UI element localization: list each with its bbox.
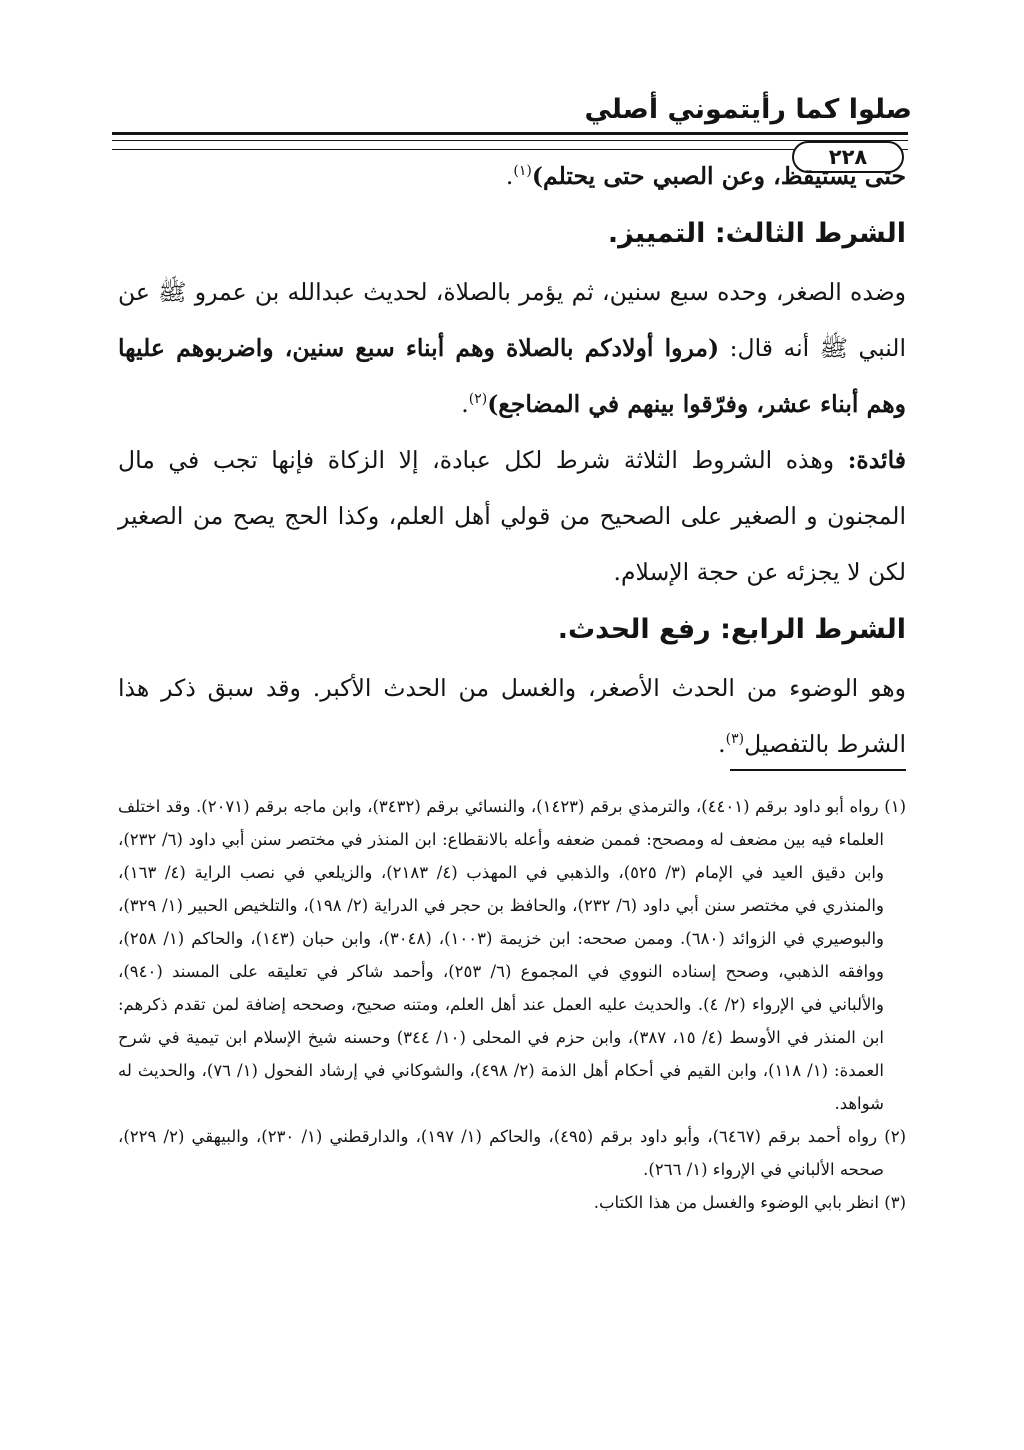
footnote-marker: (٢) bbox=[884, 1127, 906, 1146]
benefit-text: وهذه الشروط الثلاثة شرط لكل عبادة، إلا الزكاة فإنها تجب في مال المجنون و الصغير على الصحيح من قولي أهل العلم، وكذا الحج يصح من الصغير لكن لا يجزئه عن حجة الإسلام. bbox=[118, 446, 906, 586]
paragraph-text: وضده الصغر، وحده سبع سنين، ثم يؤمر بالصلاة، لحديث عبدالله بن عمرو ﷺ عن النبي ﷺ أنه قال: bbox=[118, 278, 906, 362]
footnote-ref: (٣) bbox=[725, 731, 745, 748]
section-heading-tamyeez: الشرط الثالث: التمييز. bbox=[607, 218, 906, 249]
footnote-text: انظر بابي الوضوء والغسل من هذا الكتاب. bbox=[593, 1193, 879, 1212]
book-title: صلوا كما رأيتموني أصلي bbox=[584, 94, 912, 125]
footnote-ref: (٢) bbox=[468, 391, 488, 408]
footnote-item bbox=[118, 1120, 906, 1186]
benefit-label: فائدة: bbox=[847, 446, 906, 474]
continuation-hadith: حتى يستيقظ، وعن الصبي حتى يحتلم) bbox=[531, 162, 906, 190]
footnote-item bbox=[118, 1186, 906, 1219]
footnote-marker: (١) bbox=[884, 797, 906, 816]
footnote-ref: (١) bbox=[513, 163, 532, 180]
footnote-item bbox=[118, 790, 906, 1120]
paragraph-tamyeez: وضده الصغر، وحده سبع سنين، ثم يؤمر بالصلاة، لحديث عبدالله بن عمرو ﷺ عن النبي ﷺ أنه قال: (مروا أولادكم بالصلاة وهم أبناء سبع سنين، واضربوهم عليها وهم أبناء عشر، وفرّقوا بينهم في المضاجع)$^{(٢)}$. bbox=[118, 278, 906, 418]
section-heading-hadath: الشرط الرابع: رفع الحدث. bbox=[557, 614, 906, 645]
paragraph-hadath: وهو الوضوء من الحدث الأصغر، والغسل من الحدث الأكبر. وقد سبق ذكر هذا الشرط بالتفصيل$^{(٣)}$. bbox=[118, 674, 906, 758]
footnotes bbox=[118, 790, 906, 1219]
header-rule-thin bbox=[112, 140, 908, 141]
footnote-marker: (٣) bbox=[884, 1193, 906, 1212]
paragraph-benefit bbox=[118, 432, 906, 600]
hadith-quote: (مروا أولادكم بالصلاة وهم أبناء سبع سنين، واضربوهم عليها وهم أبناء عشر، وفرّقوا بينهم في المضاجع) bbox=[118, 334, 906, 418]
footnote-text: رواه أحمد برقم (٦٤٦٧)، وأبو داود برقم (٤٩٥)، والحاكم (١/ ١٩٧)، والدارقطني (١/ ٢٣٠)، والبيهقي (٢/ ٢٢٩)، صححه الألباني في الإرواء (١/ ٢٦٦). bbox=[118, 1127, 884, 1179]
paragraph-text: وهو الوضوء من الحدث الأصغر، والغسل من الحدث الأكبر. وقد سبق ذكر هذا الشرط بالتفصيل bbox=[118, 674, 906, 758]
continuation-line: حتى يستيقظ، وعن الصبي حتى يحتلم)$^{(١)}$. bbox=[505, 162, 906, 190]
footnote-separator bbox=[730, 769, 906, 771]
footnote-text: رواه أبو داود برقم (٤٤٠١)، والترمذي برقم (١٤٢٣)، والنسائي برقم (٣٤٣٢)، وابن ماجه برقم (٢٠٧١). وقد اختلف العلماء فيه بين مضعف له ومصحح: فممن ضعفه وأعله بالانقطاع: ابن المنذر في مختصر سنن أبي داود (٦/ ٢٣٢)، وابن دقيق العيد في الإمام (٣/ ٥٢٥)، والذهبي في المهذب (٤/ ٢١٨٣)، والزيلعي في نصب الراية (٤/ ١٦٣)، والمنذري في مختصر سنن أبي داود (٦/ ٢٣٢)، والحافظ بن حجر في الدراية (٢/ ١٩٨)، والتلخيص الحبير (١/ ٣٢٩)، والبوصيري في الزوائد (٦٨٠). وممن صححه: ابن خزيمة (١٠٠٣)، (٣٠٤٨)، وابن حبان (١٤٣)، والحاكم (١/ ٢٥٨)، ووافقه الذهبي، وصحح إسناده النووي في المجموع (٦/ ٢٥٣)، وأحمد شاكر في تعليقه على المسند (٩٤٠)، والألباني في الإرواء (٢/ ٤). والحديث عليه العمل عند أهل العلم، ومتنه صحيح، وصححه إضافة لمن تقدم ذكرهم: ابن المنذر في الأوسط (٤/ ١٥، ٣٨٧)، وابن حزم في المحلى (١٠/ ٣٤٤) وحسنه شيخ الإسلام ابن تيمية في شرح العمدة: (١/ ١١٨)، وابن القيم في أحكام أهل الذمة (٢/ ٤٩٨)، والشوكاني في إرشاد الفحول (١/ ٧٦)، والحديث له شواهد. bbox=[118, 797, 885, 1113]
header-rule-thick bbox=[112, 132, 908, 135]
main-text bbox=[118, 148, 906, 772]
page-number: ٢٢٨ bbox=[792, 141, 904, 173]
